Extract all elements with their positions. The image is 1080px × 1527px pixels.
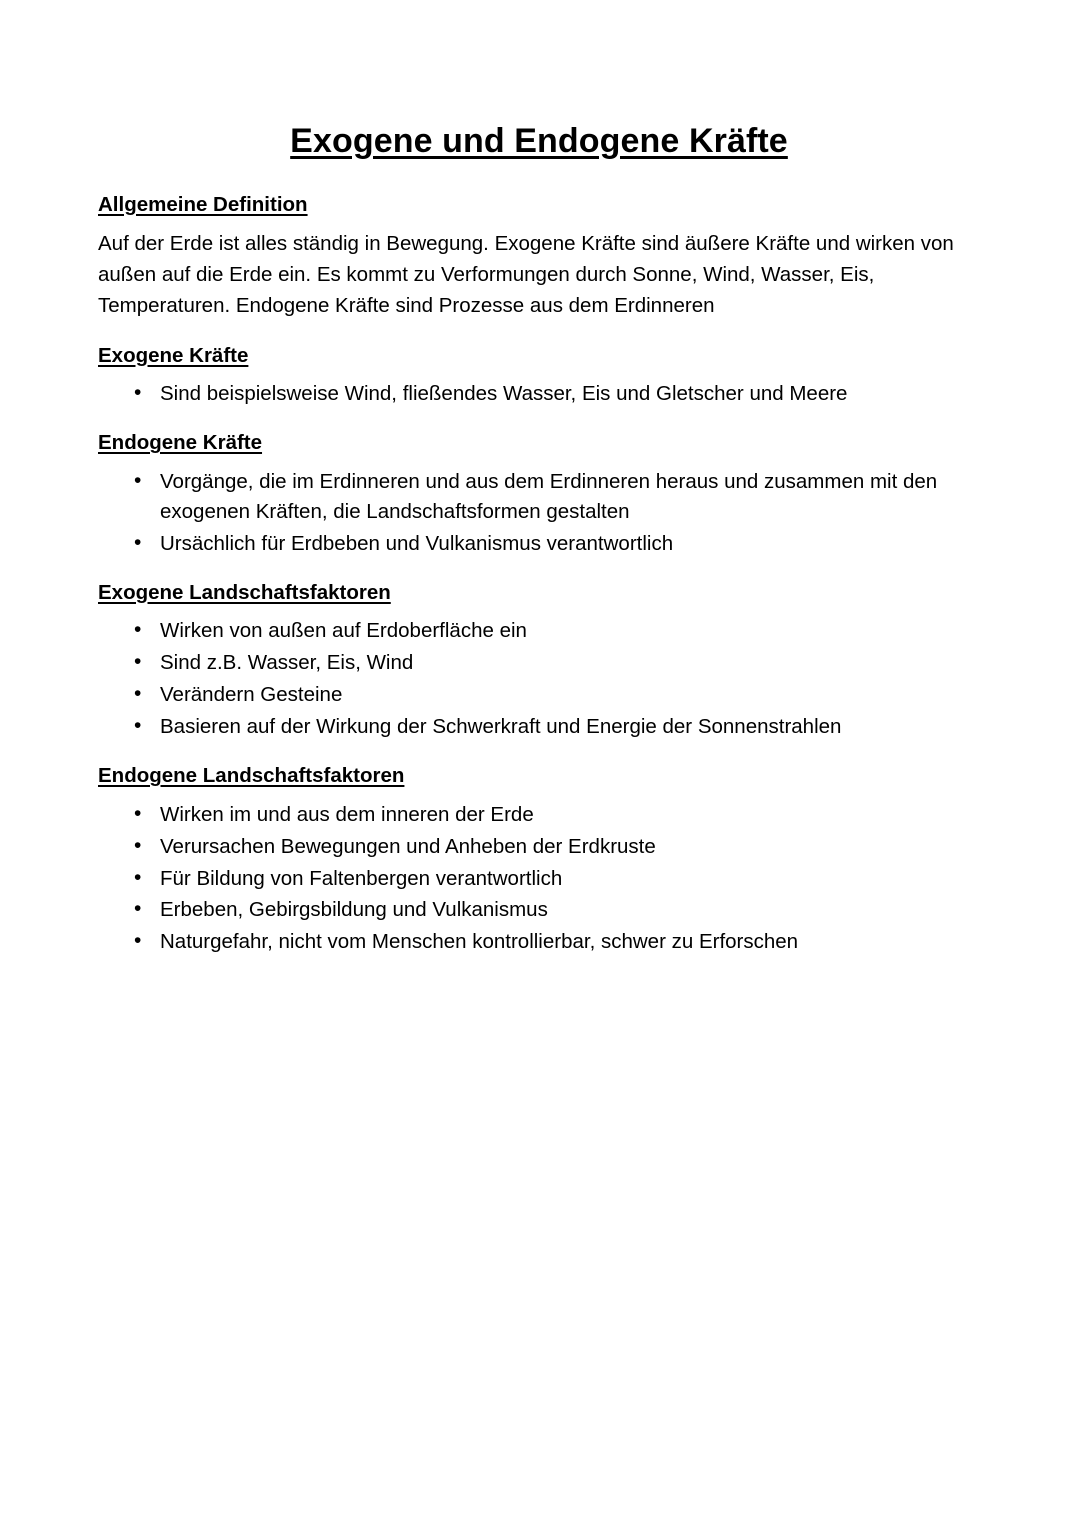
list-item: • Sind z.B. Wasser, Eis, Wind bbox=[98, 648, 980, 678]
bullet-list bbox=[98, 800, 980, 958]
section-exogene-kraefte bbox=[98, 342, 980, 410]
list-item: • Verändern Gesteine bbox=[98, 680, 980, 710]
section-heading: Endogene Kräfte bbox=[98, 431, 263, 455]
list-item: • Verursachen Bewegungen und Anheben der Erdkruste bbox=[98, 832, 980, 862]
bullet-list bbox=[98, 467, 980, 559]
section-heading: Endogene Landschaftsfaktoren bbox=[98, 764, 405, 788]
section-heading: Exogene Kräfte bbox=[98, 343, 249, 367]
section-paragraph: Auf der Erde ist alles ständig in Bewegung. Exogene Kräfte sind äußere Kräfte und wirken von außen auf die Erde ein. Es kommt zu Verformungen durch Sonne, Wind, Wasser, Eis, Temperaturen. Endogene Kräfte sind Prozesse aus dem Erdinneren bbox=[98, 232, 954, 318]
list-item: • Vorgänge, die im Erdinneren und aus dem Erdinneren heraus und zusammen mit den exogenen Kräften, die Landschaftsformen gestalten bbox=[98, 467, 980, 527]
section-exogene-landschaftsfaktoren bbox=[98, 579, 980, 742]
list-item: • Für Bildung von Faltenbergen verantwortlich bbox=[98, 864, 980, 894]
list-item: • Wirken von außen auf Erdoberfläche ein bbox=[98, 616, 980, 646]
section-heading: Exogene Landschaftsfaktoren bbox=[98, 580, 391, 604]
section-heading: Allgemeine Definition bbox=[98, 192, 308, 216]
section-allgemeine-definition bbox=[98, 191, 980, 322]
section-endogene-landschaftsfaktoren bbox=[98, 762, 980, 957]
section-endogene-kraefte bbox=[98, 429, 980, 558]
list-item: • Wirken im und aus dem inneren der Erde bbox=[98, 800, 980, 830]
list-item: • Ursächlich für Erdbeben und Vulkanismus verantwortlich bbox=[98, 529, 980, 559]
list-item: • Sind beispielsweise Wind, fließendes Wasser, Eis und Gletscher und Meere bbox=[98, 379, 980, 409]
list-item: • Erbeben, Gebirgsbildung und Vulkanismus bbox=[98, 895, 980, 925]
bullet-list bbox=[98, 379, 980, 409]
list-item: • Basieren auf der Wirkung der Schwerkraft und Energie der Sonnenstrahlen bbox=[98, 712, 980, 742]
page-title: Exogene und Endogene Kräfte bbox=[290, 122, 788, 160]
bullet-list bbox=[98, 616, 980, 742]
list-item: • Naturgefahr, nicht vom Menschen kontrollierbar, schwer zu Erforschen bbox=[98, 927, 980, 957]
